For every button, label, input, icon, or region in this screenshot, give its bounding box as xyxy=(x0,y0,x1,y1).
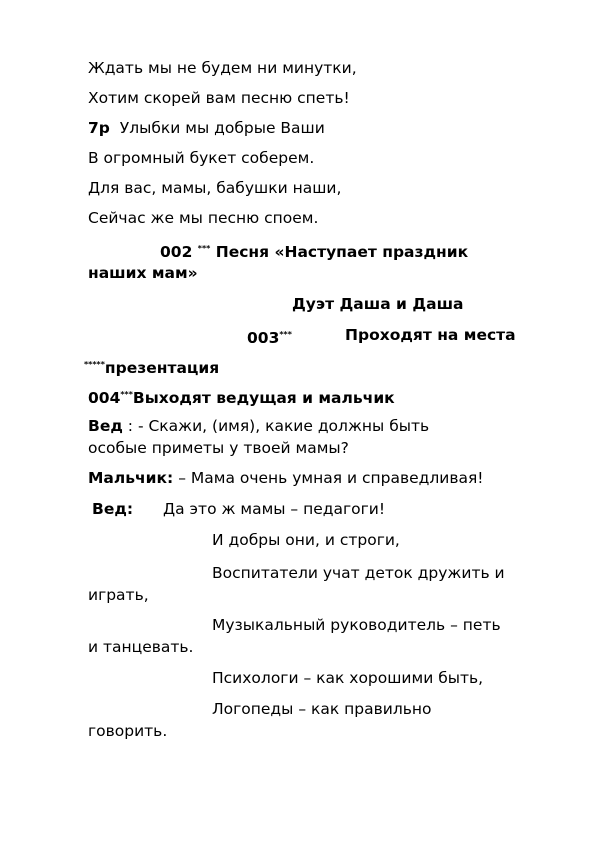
presentation-text: презентация xyxy=(104,359,220,377)
song-cue-number: 002 xyxy=(160,243,193,261)
boy-text: – Мама очень умная и справедливая! xyxy=(178,469,484,487)
poem-line-3-cont: и танцевать. xyxy=(88,638,194,656)
boy-line xyxy=(88,468,484,488)
host-line-1 xyxy=(88,416,429,436)
song-cue-line-1 xyxy=(160,239,468,262)
poem-line-1: И добры они, и строги, xyxy=(212,531,400,549)
cue-004 xyxy=(88,385,395,408)
duet-line: Дуэт Даша и Даша xyxy=(292,295,464,313)
cue-004-text: Выходят ведущая и мальчик xyxy=(132,389,395,407)
host-line-1-cont: особые приметы у твоей мамы? xyxy=(88,439,349,457)
verse-line-3-text: Улыбки мы добрые Ваши xyxy=(119,119,325,137)
poem-line-4: Психологи – как хорошими быть, xyxy=(212,669,484,687)
song-cue-marks: *** xyxy=(197,244,211,253)
poem-line-3: Музыкальный руководитель – петь xyxy=(212,616,501,634)
host-line-2-text: Да это ж мамы – педагоги! xyxy=(163,500,386,518)
cue-004-marks: *** xyxy=(120,390,133,399)
verse-line-4: В огромный букет соберем. xyxy=(88,149,315,167)
boy-label: Мальчик: xyxy=(88,469,174,487)
verse-line-3 xyxy=(88,118,325,138)
cue-003 xyxy=(247,325,292,348)
cue-003-text: Проходят на места xyxy=(345,326,516,344)
verse-line-5: Для вас, мамы, бабушки наши, xyxy=(88,179,342,197)
verse-line-6: Сейчас же мы песню споем. xyxy=(88,209,319,227)
verse-number: 7р xyxy=(88,119,110,137)
cue-003-marks: *** xyxy=(279,330,292,339)
poem-line-5: Логопеды – как правильно xyxy=(212,700,432,718)
host-line-1-text: : - Скажи, (имя), какие должны быть xyxy=(127,417,430,435)
cue-003-number: 003 xyxy=(247,329,280,347)
verse-line-1: Ждать мы не будем ни минутки, xyxy=(88,59,357,77)
song-cue-line-2: наших мам» xyxy=(88,264,198,282)
poem-line-5-cont: говорить. xyxy=(88,722,168,740)
verse-line-2: Хотим скорей вам песню спеть! xyxy=(88,89,350,107)
poem-line-2-cont: играть, xyxy=(88,586,149,604)
poem-line-2: Воспитатели учат деток дружить и xyxy=(212,564,505,582)
presentation-marks: ***** xyxy=(84,360,105,369)
host-label: Вед xyxy=(88,417,123,435)
song-cue-title: Песня «Наступает праздник xyxy=(215,243,469,261)
cue-004-number: 004 xyxy=(88,389,121,407)
host-label-2: Вед: xyxy=(92,500,134,518)
presentation-line xyxy=(84,355,219,378)
